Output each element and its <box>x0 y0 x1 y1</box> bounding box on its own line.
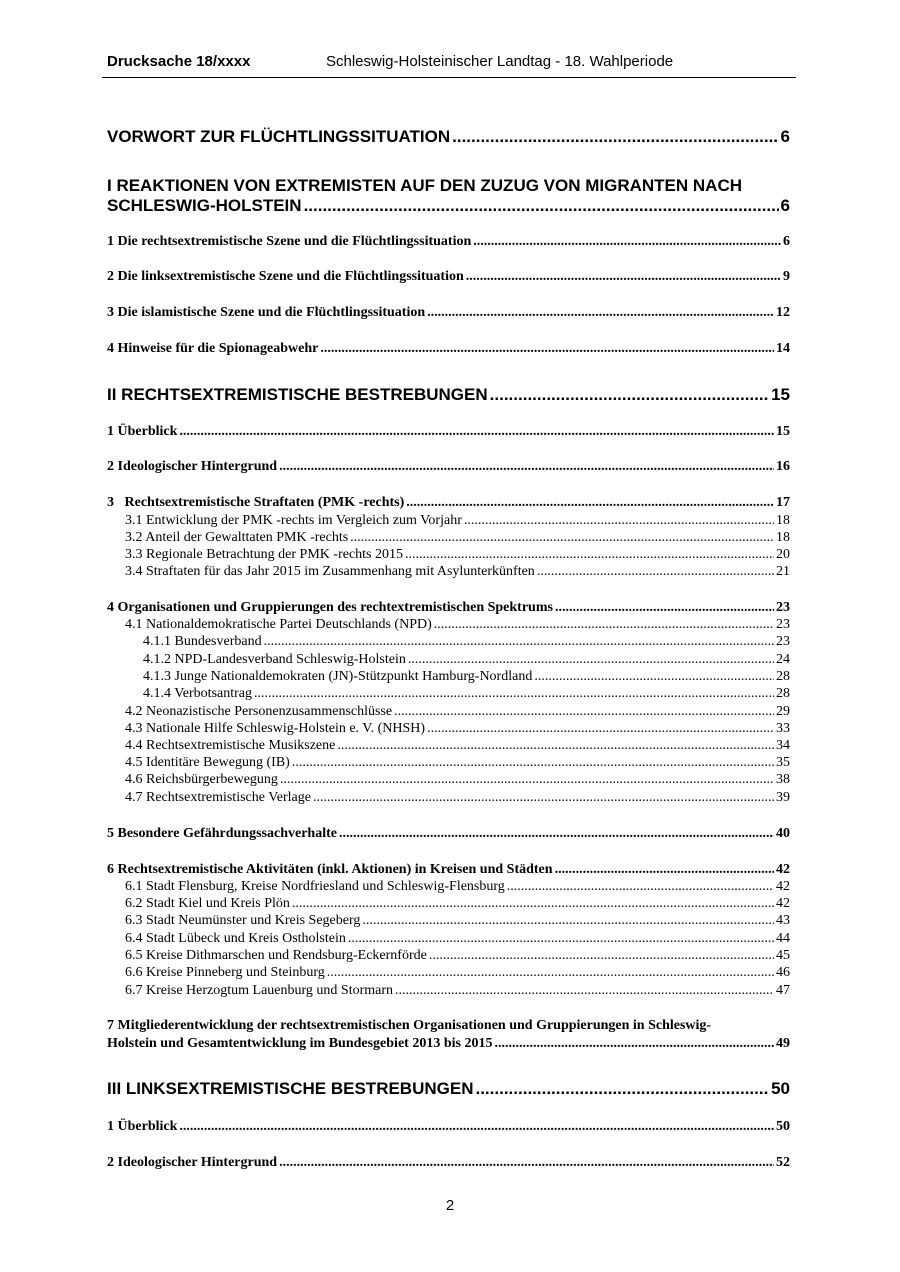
toc-entry[interactable]: 3.3 Regionale Betrachtung der PMK -rechts 2015 ..... 20 <box>107 547 790 563</box>
toc-entry[interactable]: 2 Ideologischer Hintergrund ..... 16 <box>107 459 790 475</box>
toc-entry[interactable]: 4.1.3 Junge Nationaldemokraten (JN)-Stützpunkt Hamburg-Nordland ..... 28 <box>107 669 790 685</box>
toc-entry[interactable]: 4 Organisationen und Gruppierungen des rechtextremistischen Spektrums ..... 23 <box>107 600 790 616</box>
toc-entry[interactable]: VORWORT ZUR FLÜCHTLINGSSITUATION ..... 6 <box>107 127 790 147</box>
toc-entry[interactable]: 1 Überblick ..... 15 <box>107 424 790 440</box>
toc-entry[interactable]: 4.5 Identitäre Bewegung (IB) ..... 35 <box>107 755 790 771</box>
toc-entry[interactable]: 6.7 Kreise Herzogtum Lauenburg und Stormarn ..... 47 <box>107 983 790 999</box>
toc-entry[interactable]: 4.4 Rechtsextremistische Musikszene ..... 34 <box>107 738 790 754</box>
toc-entry[interactable]: 5 Besondere Gefährdungssachverhalte ..... 40 <box>107 826 790 842</box>
parliament-title: Schleswig-Holsteinischer Landtag - 18. Wahlperiode <box>326 53 674 70</box>
toc-entry[interactable]: 3 Die islamistische Szene und die Flüchtlingssituation ..... 12 <box>107 305 790 321</box>
toc-entry[interactable]: 3.4 Straftaten für das Jahr 2015 im Zusammenhang mit Asylunterkünften ..... 21 <box>107 564 790 580</box>
toc-entry[interactable]: 4.2 Neonazistische Personenzusammenschlüsse ..... 29 <box>107 704 790 720</box>
toc-entry[interactable]: 6.3 Stadt Neumünster und Kreis Segeberg ..... 43 <box>107 913 790 929</box>
toc-entry[interactable]: 1 Überblick ..... 50 <box>107 1119 790 1135</box>
toc-entry[interactable]: 6.5 Kreise Dithmarschen und Rendsburg-Eckernförde ..... 45 <box>107 948 790 964</box>
toc-entry[interactable]: 6 Rechtsextremistische Aktivitäten (inkl. Aktionen) in Kreisen und Städten ..... 42 <box>107 862 790 878</box>
toc-entry[interactable]: 6.2 Stadt Kiel und Kreis Plön ..... 42 <box>107 896 790 912</box>
toc-entry[interactable]: 4.1.1 Bundesverband ..... 23 <box>107 634 790 650</box>
toc-entry[interactable]: 3 Rechtsextremistische Straftaten (PMK -rechts) ..... 17 <box>107 495 790 511</box>
toc-entry[interactable]: 4.6 Reichsbürgerbewegung ..... 38 <box>107 772 790 788</box>
toc-entry[interactable]: III LINKSEXTREMISTISCHE BESTREBUNGEN ..... 50 <box>107 1079 790 1099</box>
toc-entry-line1[interactable]: 7 Mitgliederentwicklung der rechtsextremistischen Organisationen und Gruppierungen in Schleswig- <box>107 1018 712 1033</box>
toc-entry[interactable]: SCHLESWIG-HOLSTEIN ..... 6 <box>107 196 790 216</box>
toc-entry[interactable]: 4.1.2 NPD-Landesverband Schleswig-Holstein ..... 24 <box>107 652 790 668</box>
toc-entry[interactable]: 1 Die rechtsextremistische Szene und die Flüchtlingssituation ..... 6 <box>107 234 790 250</box>
toc-entry[interactable]: 6.4 Stadt Lübeck und Kreis Ostholstein ..... 44 <box>107 931 790 947</box>
toc-entry[interactable]: 6.1 Stadt Flensburg, Kreise Nordfriesland und Schleswig-Flensburg ..... 42 <box>107 879 790 895</box>
toc-entry[interactable]: Holstein und Gesamtentwicklung im Bundesgebiet 2013 bis 2015 ..... 49 <box>107 1036 790 1052</box>
toc-entry[interactable]: 2 Ideologischer Hintergrund ..... 52 <box>107 1155 790 1171</box>
toc-entry[interactable]: II RECHTSEXTREMISTISCHE BESTREBUNGEN ..... 15 <box>107 385 790 405</box>
toc-entry[interactable]: 3.2 Anteil der Gewalttaten PMK -rechts ..... 18 <box>107 530 790 546</box>
toc-entry[interactable]: 3.1 Entwicklung der PMK -rechts im Vergleich zum Vorjahr ..... 18 <box>107 513 790 529</box>
toc-entry-line1[interactable]: I REAKTIONEN VON EXTREMISTEN AUF DEN ZUZUG VON MIGRANTEN NACH <box>107 176 742 195</box>
page-number: 2 <box>445 1197 455 1214</box>
toc-entry[interactable]: 4.1.4 Verbotsantrag ..... 28 <box>107 686 790 702</box>
toc-entry[interactable]: 4.1 Nationaldemokratische Partei Deutschlands (NPD) ..... 23 <box>107 617 790 633</box>
toc-entry[interactable]: 4.7 Rechtsextremistische Verlage ..... 39 <box>107 790 790 806</box>
toc-entry[interactable]: 6.6 Kreise Pinneberg und Steinburg ..... 46 <box>107 965 790 981</box>
toc-entry[interactable]: 4.3 Nationale Hilfe Schleswig-Holstein e. V. (NHSH) ..... 33 <box>107 721 790 737</box>
document-number: Drucksache 18/xxxx <box>107 53 251 70</box>
page-header <box>102 50 796 78</box>
toc-entry[interactable]: 4 Hinweise für die Spionageabwehr ..... 14 <box>107 341 790 357</box>
toc-entry[interactable]: 2 Die linksextremistische Szene und die Flüchtlingssituation ..... 9 <box>107 269 790 285</box>
